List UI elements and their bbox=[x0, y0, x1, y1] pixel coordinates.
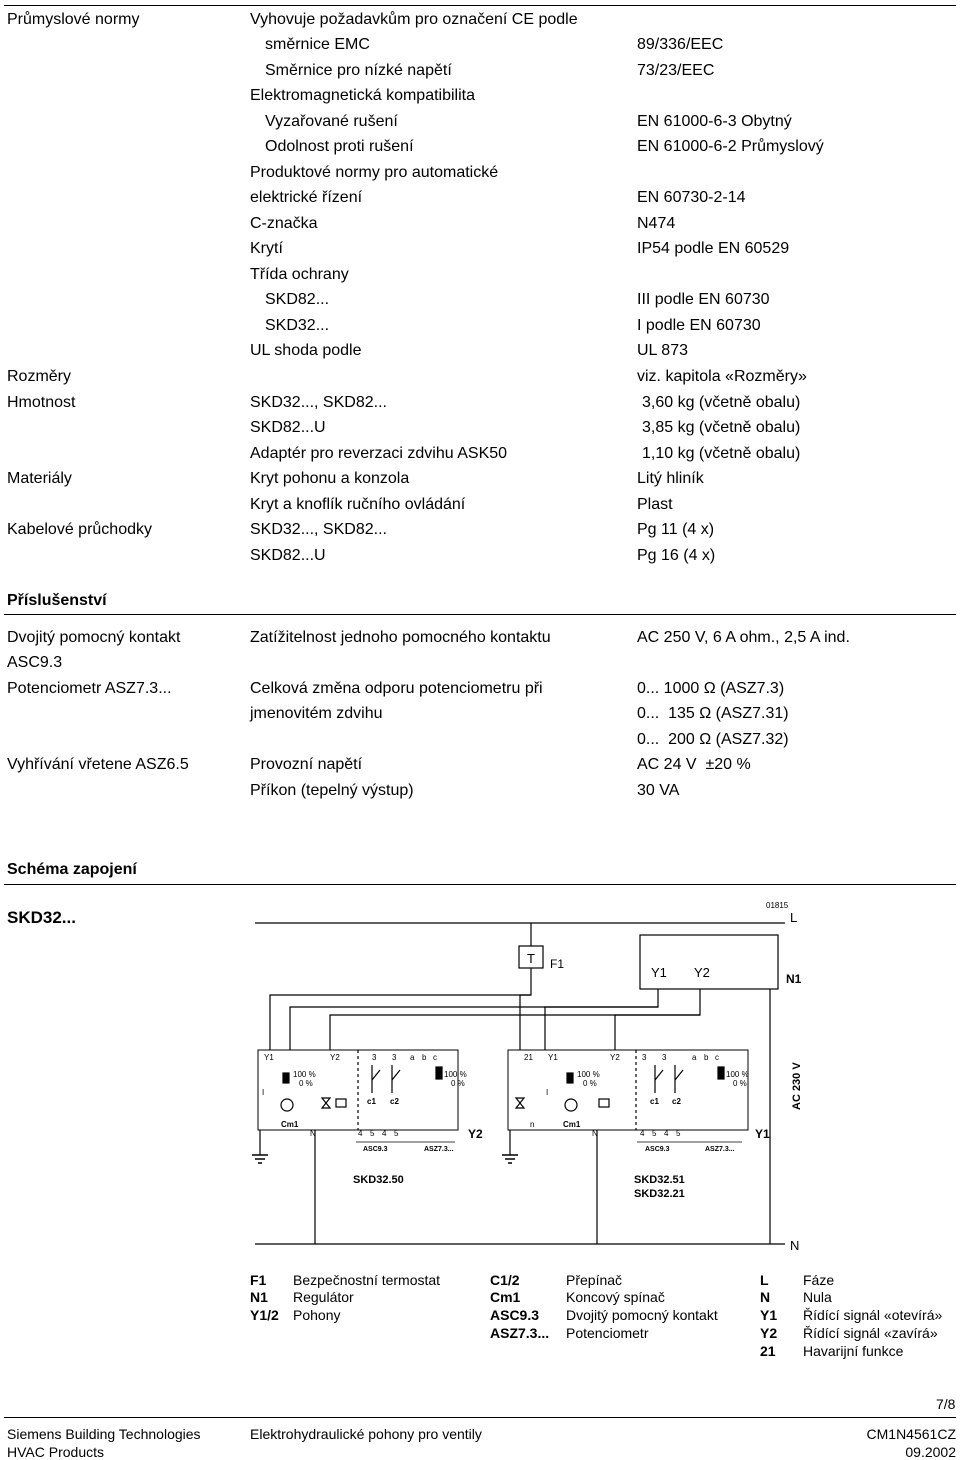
legend-value: Bezpečnostní termostat bbox=[293, 1272, 441, 1288]
potentiometer-icon bbox=[718, 1067, 724, 1079]
spec-value: IP54 podle EN 60529 bbox=[637, 240, 790, 257]
accessory-value: 0... 135 Ω (ASZ7.31) bbox=[637, 705, 789, 722]
spec-value: Pg 11 (4 x) bbox=[637, 521, 715, 538]
terminal-label: c bbox=[715, 1053, 719, 1062]
terminal-label: 4 bbox=[382, 1129, 387, 1138]
spec-text: SKD82...U bbox=[250, 547, 326, 564]
legend-key: Y1/2 bbox=[250, 1307, 279, 1323]
spec-label: Rozměry bbox=[7, 368, 72, 385]
spec-text: Vyzařované rušení bbox=[265, 113, 398, 130]
accessory-value: AC 24 V ±20 % bbox=[637, 756, 751, 773]
terminal-label: Y1 bbox=[264, 1053, 274, 1062]
spec-value: Plast bbox=[637, 496, 673, 513]
terminal-label: Y2 bbox=[610, 1053, 620, 1062]
terminal-label: 4 bbox=[358, 1129, 363, 1138]
section-heading: Příslušenství bbox=[7, 592, 107, 609]
terminal-label: 3 bbox=[392, 1053, 397, 1062]
spec-text: Elektromagnetická kompatibilita bbox=[250, 87, 475, 104]
controller-label: N1 bbox=[786, 972, 802, 986]
legend-value: Dvojitý pomocný kontakt bbox=[566, 1307, 718, 1323]
unit-label: SKD32.21 bbox=[634, 1188, 685, 1200]
controller-box bbox=[640, 935, 778, 989]
motor-icon bbox=[281, 1099, 293, 1111]
legend-value: Potenciometr bbox=[566, 1325, 649, 1341]
wire bbox=[545, 989, 658, 1050]
endswitch-label: Cm1 bbox=[563, 1120, 581, 1129]
output-label: Y1 bbox=[755, 1127, 770, 1141]
label-L: L bbox=[790, 910, 798, 925]
contact-icon bbox=[372, 1070, 380, 1080]
legend-value: Havarijní funkce bbox=[803, 1343, 904, 1359]
controller-y1: Y1 bbox=[651, 965, 667, 980]
accessory-value: 30 VA bbox=[637, 782, 680, 799]
spec-text: Kryt pohonu a konzola bbox=[250, 470, 410, 487]
wire bbox=[520, 995, 531, 1050]
accessory-value: 0... 200 Ω (ASZ7.32) bbox=[637, 731, 789, 748]
accessory-name: Vyhřívání vřetene ASZ6.5 bbox=[7, 756, 189, 773]
percent-label: 0 % bbox=[733, 1079, 747, 1088]
percent-label: 100 % bbox=[293, 1070, 316, 1079]
terminal-label: a bbox=[410, 1053, 415, 1062]
accessory-desc: Příkon (tepelný výstup) bbox=[250, 782, 414, 799]
legend-key: Cm1 bbox=[490, 1289, 521, 1305]
output-label: Y2 bbox=[468, 1127, 483, 1141]
valve-icon bbox=[322, 1098, 330, 1108]
footer-company: HVAC Products bbox=[7, 1444, 104, 1460]
legend-value: Koncový spínač bbox=[566, 1289, 665, 1305]
terminal-label: 4 bbox=[664, 1129, 669, 1138]
spec-value: EN 61000-6-2 Průmyslový bbox=[637, 138, 824, 155]
terminal-label: I bbox=[546, 1088, 549, 1097]
terminal-label: b bbox=[422, 1053, 427, 1062]
accessory-desc: jmenovitém zdvihu bbox=[250, 705, 383, 722]
spec-text: Adaptér pro reverzaci zdvihu ASK50 bbox=[250, 445, 508, 462]
legend-key: ASZ7.3... bbox=[490, 1325, 550, 1341]
spec-value: EN 61000-6-3 Obytný bbox=[637, 113, 792, 130]
footer-company: Siemens Building Technologies bbox=[7, 1426, 201, 1442]
spec-value: EN 60730-2-14 bbox=[637, 189, 746, 206]
actuator-right bbox=[508, 1050, 748, 1130]
terminal-label: 5 bbox=[370, 1129, 375, 1138]
terminal-label: 3 bbox=[662, 1053, 667, 1062]
endswitch-label: Cm1 bbox=[281, 1120, 299, 1129]
spec-text: Krytí bbox=[250, 240, 283, 257]
terminal-label: 5 bbox=[394, 1129, 399, 1138]
contact-icon bbox=[392, 1070, 400, 1080]
terminal-label: 3 bbox=[372, 1053, 377, 1062]
spec-text: SKD32..., SKD82... bbox=[250, 394, 387, 411]
switch-icon bbox=[283, 1073, 289, 1083]
wiring-diagram bbox=[0, 895, 960, 1265]
spec-value: 73/23/EEC bbox=[637, 62, 715, 79]
spec-text: směrnice EMC bbox=[265, 36, 370, 53]
accessory-tag: ASZ7.3... bbox=[424, 1146, 454, 1153]
legend-value: Řídící signál «zavírá» bbox=[803, 1325, 938, 1341]
accessory-tag: ASC9.3 bbox=[645, 1146, 670, 1153]
label-N: N bbox=[790, 1238, 800, 1253]
percent-label: 0 % bbox=[451, 1079, 465, 1088]
spec-value: UL 873 bbox=[637, 342, 688, 359]
accessory-value: AC 250 V, 6 A ohm., 2,5 A ind. bbox=[637, 629, 850, 646]
accessory-tag: ASC9.3 bbox=[363, 1146, 388, 1153]
terminal-label: 5 bbox=[676, 1129, 681, 1138]
legend-value: Přepínač bbox=[566, 1272, 623, 1288]
spec-value: I podle EN 60730 bbox=[637, 317, 761, 334]
spec-text: SKD82... bbox=[265, 291, 330, 308]
percent-label: 100 % bbox=[726, 1070, 749, 1079]
section-heading: Schéma zapojení bbox=[7, 861, 137, 878]
legend-key: Y2 bbox=[760, 1325, 778, 1341]
switch-icon bbox=[567, 1073, 573, 1083]
page-number: 7/8 bbox=[936, 1396, 956, 1412]
legend-key: C1/2 bbox=[490, 1272, 520, 1288]
contact-icon bbox=[675, 1070, 683, 1080]
spec-text: SKD82...U bbox=[250, 419, 326, 436]
accessory-value: 0... 1000 Ω (ASZ7.3) bbox=[637, 680, 785, 697]
spec-text: Produktové normy pro automatické bbox=[250, 164, 499, 181]
spec-label: Průmyslové normy bbox=[7, 11, 140, 28]
legend-value: Fáze bbox=[803, 1272, 835, 1288]
spec-text: UL shoda podle bbox=[250, 342, 362, 359]
accessory-name: Dvojitý pomocný kontakt bbox=[7, 629, 181, 646]
diagram-model: SKD32... bbox=[7, 908, 76, 927]
spec-text: Odolnost proti rušení bbox=[265, 138, 414, 155]
terminal-label: 21 bbox=[524, 1053, 533, 1062]
spec-text: elektrické řízení bbox=[250, 189, 363, 206]
unit-label: SKD32.51 bbox=[634, 1174, 685, 1186]
legend-value: Pohony bbox=[293, 1307, 341, 1323]
spec-value: Litý hliník bbox=[637, 470, 704, 487]
wire bbox=[270, 968, 531, 1050]
spec-text: Směrnice pro nízké napětí bbox=[265, 62, 452, 79]
neutral-terminal: N bbox=[310, 1129, 316, 1138]
legend-key: Y1 bbox=[760, 1307, 778, 1323]
valve-body-icon bbox=[599, 1099, 609, 1107]
section-rule bbox=[4, 884, 956, 885]
spec-label: Kabelové průchodky bbox=[7, 521, 152, 538]
potentiometer-icon bbox=[436, 1067, 442, 1079]
legend-value: Nula bbox=[803, 1289, 832, 1305]
legend-key: L bbox=[760, 1272, 769, 1288]
terminal-label: c2 bbox=[390, 1097, 399, 1106]
percent-label: 0 % bbox=[583, 1079, 597, 1088]
footer-rule bbox=[4, 1417, 956, 1418]
contact-icon bbox=[655, 1070, 663, 1080]
terminal-label: Y2 bbox=[330, 1053, 340, 1062]
wire bbox=[330, 1015, 700, 1050]
terminal-label: 4 bbox=[640, 1129, 645, 1138]
percent-label: 100 % bbox=[444, 1070, 467, 1079]
spec-value: Pg 16 (4 x) bbox=[637, 547, 716, 564]
percent-label: 100 % bbox=[577, 1070, 600, 1079]
spec-value: viz. kapitola «Rozměry» bbox=[637, 368, 807, 385]
footer-title: Elektrohydraulické pohony pro ventily bbox=[250, 1426, 482, 1442]
legend-key: 21 bbox=[760, 1343, 776, 1359]
valve-body-icon bbox=[336, 1099, 346, 1107]
terminal-label: 3 bbox=[642, 1053, 647, 1062]
accessory-tag: ASZ7.3... bbox=[705, 1146, 735, 1153]
motor-icon bbox=[565, 1099, 577, 1111]
terminal-label: b bbox=[704, 1053, 709, 1062]
legend-key: F1 bbox=[250, 1272, 267, 1288]
footer-date: 09.2002 bbox=[905, 1444, 956, 1460]
spec-value: 89/336/EEC bbox=[637, 36, 724, 53]
spec-label: Materiály bbox=[7, 470, 72, 487]
terminal-label: c1 bbox=[367, 1097, 376, 1106]
spec-text: Kryt a knoflík ručního ovládání bbox=[250, 496, 466, 513]
valve-icon bbox=[516, 1098, 524, 1108]
terminal-label: Y1 bbox=[548, 1053, 558, 1062]
terminal-label: 5 bbox=[652, 1129, 657, 1138]
doc-code: 01815 bbox=[766, 901, 789, 910]
terminal-label: a bbox=[692, 1053, 697, 1062]
spec-text: Třída ochrany bbox=[250, 266, 349, 283]
spec-value: 3,85 kg (včetně obalu) bbox=[642, 419, 801, 436]
spec-text: SKD32... bbox=[265, 317, 330, 334]
spec-value: 1,10 kg (včetně obalu) bbox=[642, 445, 801, 462]
percent-label: 0 % bbox=[299, 1079, 313, 1088]
terminal-label: I bbox=[262, 1088, 265, 1097]
section-rule bbox=[4, 614, 956, 615]
wire bbox=[290, 1007, 658, 1050]
spec-value: 3,60 kg (včetně obalu) bbox=[642, 394, 801, 411]
legend-key: N bbox=[760, 1289, 771, 1305]
accessory-desc: Celková změna odporu potenciometru při bbox=[250, 680, 543, 697]
thermostat-label: T bbox=[527, 951, 535, 966]
footer-doc-id: CM1N4561CZ bbox=[866, 1426, 956, 1442]
accessory-desc: Provozní napětí bbox=[250, 756, 363, 773]
accessory-desc: Zatížitelnost jednoho pomocného kontaktu bbox=[250, 629, 551, 646]
legend-key: N1 bbox=[250, 1289, 268, 1305]
unit-label: SKD32.50 bbox=[353, 1174, 404, 1186]
spec-text: SKD32..., SKD82... bbox=[250, 521, 387, 538]
controller-y2: Y2 bbox=[694, 965, 710, 980]
top-rule bbox=[4, 5, 956, 6]
spec-text: C-značka bbox=[250, 215, 318, 232]
neutral-terminal: N bbox=[592, 1129, 598, 1138]
ac-label: AC 230 V bbox=[791, 1062, 803, 1110]
terminal-label: c1 bbox=[650, 1097, 659, 1106]
terminal-label: n bbox=[530, 1120, 535, 1129]
legend-value: Regulátor bbox=[293, 1289, 354, 1305]
spec-text: Vyhovuje požadavkům pro označení CE podle bbox=[250, 11, 578, 28]
legend-key: ASC9.3 bbox=[490, 1307, 540, 1323]
terminal-label: c bbox=[433, 1053, 437, 1062]
spec-label: Hmotnost bbox=[7, 394, 76, 411]
accessory-name: ASC9.3 bbox=[7, 654, 63, 671]
legend-value: Řídící signál «otevírá» bbox=[803, 1307, 943, 1323]
accessory-name: Potenciometr ASZ7.3... bbox=[7, 680, 172, 697]
spec-value: N474 bbox=[637, 215, 676, 232]
spec-value: III podle EN 60730 bbox=[637, 291, 770, 308]
f1-label: F1 bbox=[550, 957, 565, 971]
terminal-label: c2 bbox=[672, 1097, 681, 1106]
